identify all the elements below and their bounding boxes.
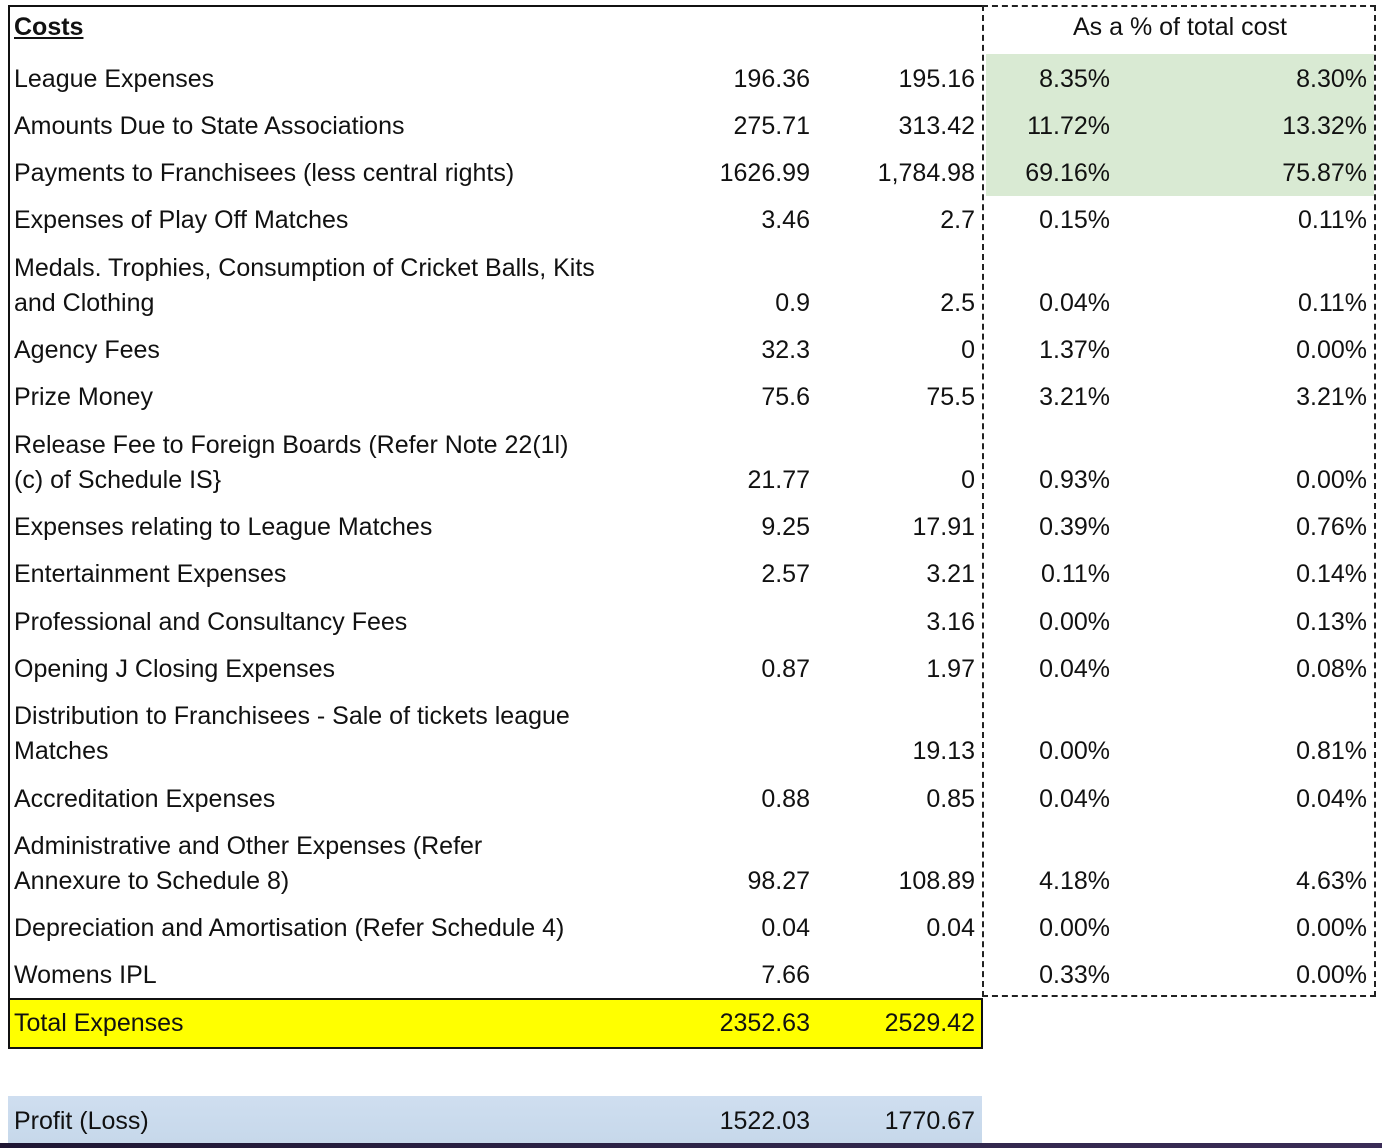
- total-value-2: 2529.42: [884, 1008, 975, 1037]
- row-percent-2: 75.87%: [1282, 158, 1367, 187]
- row-value-1: 9.25: [761, 512, 810, 541]
- total-label: Total Expenses: [14, 1008, 184, 1037]
- table-row[interactable]: [0, 54, 1382, 102]
- row-percent-2: 0.14%: [1296, 559, 1367, 588]
- row-percent-2: 0.11%: [1297, 288, 1367, 317]
- row-percent-2: 0.04%: [1296, 784, 1367, 813]
- profit-value-2: 1770.67: [884, 1106, 975, 1135]
- table-row[interactable]: [0, 951, 1382, 998]
- row-value-1: 0.04: [761, 913, 810, 942]
- row-value-2: 75.5: [926, 382, 975, 411]
- row-value-2: 2.7: [940, 205, 975, 234]
- row-value-1: 0.9: [775, 288, 810, 317]
- row-label: Depreciation and Amortisation (Refer Schedule 4): [14, 913, 565, 942]
- row-percent-2: 0.11%: [1297, 205, 1367, 234]
- row-value-2: 1.97: [926, 654, 975, 683]
- row-value-1: 1626.99: [719, 158, 810, 187]
- row-value-1: 2.57: [761, 559, 810, 588]
- row-value-1: 0.87: [761, 654, 810, 683]
- row-percent-1: 0.33%: [1039, 960, 1110, 989]
- row-percent-1: 0.04%: [1039, 288, 1110, 317]
- row-value-1: [650, 692, 810, 774]
- row-value-1: 3.46: [761, 205, 810, 234]
- row-value-2: 1,784.98: [877, 158, 975, 187]
- row-percent-2: 0.81%: [1296, 736, 1367, 765]
- row-percent-2: 0.08%: [1296, 654, 1367, 683]
- profit-value-1: 1522.03: [719, 1106, 810, 1135]
- row-value-2: 2.5: [940, 288, 975, 317]
- row-value-2: 108.89: [898, 866, 975, 895]
- row-value-1: 98.27: [747, 866, 810, 895]
- row-label: Medals. Trophies, Consumption of Cricket Balls, Kits and Clothing: [14, 254, 595, 317]
- row-value-2: 19.13: [912, 736, 975, 765]
- row-label: Amounts Due to State Associations: [14, 111, 405, 140]
- row-percent-1: 4.18%: [1039, 866, 1110, 895]
- row-value-2: 17.91: [912, 512, 975, 541]
- row-percent-1: 0.11%: [1040, 559, 1110, 588]
- row-percent-2: 0.00%: [1296, 913, 1367, 942]
- table-row[interactable]: [0, 420, 1382, 503]
- table-row[interactable]: [0, 550, 1382, 597]
- row-label: Administrative and Other Expenses (Refer Annexure to Schedule 8): [14, 832, 483, 895]
- percent-header: As a % of total cost: [1073, 13, 1287, 41]
- row-label: Accreditation Expenses: [14, 784, 276, 813]
- row-value-1: 75.6: [761, 382, 810, 411]
- row-percent-2: 4.63%: [1296, 866, 1367, 895]
- table-row[interactable]: [0, 503, 1382, 550]
- row-percent-1: 0.04%: [1039, 654, 1110, 683]
- window-bottom-edge: [0, 1143, 1382, 1148]
- profit-loss-row[interactable]: [0, 1096, 1382, 1144]
- table-row[interactable]: [0, 326, 1382, 373]
- table-row[interactable]: [0, 645, 1382, 692]
- total-expenses-row[interactable]: [0, 998, 1382, 1049]
- row-percent-1: 0.00%: [1039, 913, 1110, 942]
- row-percent-2: 0.00%: [1296, 465, 1367, 494]
- profit-label: Profit (Loss): [14, 1106, 149, 1135]
- row-percent-2: 3.21%: [1296, 382, 1367, 411]
- row-label: Agency Fees: [14, 335, 160, 364]
- row-value-2: 195.16: [898, 64, 975, 93]
- row-value-2: 0.85: [926, 784, 975, 813]
- row-value-2: 3.16: [926, 607, 975, 636]
- row-value-1: 196.36: [733, 64, 810, 93]
- table-row[interactable]: [0, 102, 1382, 149]
- row-percent-2: 0.00%: [1296, 335, 1367, 364]
- row-value-2: 313.42: [898, 111, 975, 140]
- row-percent-1: 3.21%: [1039, 382, 1110, 411]
- row-label: Womens IPL: [14, 960, 157, 989]
- row-percent-2: 13.32%: [1282, 111, 1367, 140]
- row-percent-1: 8.35%: [1039, 64, 1110, 93]
- table-row[interactable]: [0, 373, 1382, 420]
- row-value-1: [650, 597, 810, 645]
- table-top-border: [8, 5, 986, 7]
- row-value-1: 0.88: [761, 784, 810, 813]
- row-percent-1: 69.16%: [1025, 158, 1110, 187]
- row-value-2: 0: [961, 465, 975, 494]
- row-label: Prize Money: [14, 382, 153, 411]
- row-percent-1: 0.00%: [1039, 736, 1110, 765]
- table-row[interactable]: [0, 822, 1382, 904]
- row-value-2: 0.04: [926, 913, 975, 942]
- costs-heading: Costs: [14, 12, 84, 41]
- row-value-1: 32.3: [761, 335, 810, 364]
- table-row[interactable]: [0, 774, 1382, 822]
- row-percent-1: 11.72%: [1027, 111, 1110, 140]
- row-label: League Expenses: [14, 64, 215, 93]
- row-label: Expenses relating to League Matches: [14, 512, 433, 541]
- row-value-1: 275.71: [733, 111, 810, 140]
- total-value-1: 2352.63: [719, 1008, 810, 1037]
- table-row[interactable]: [0, 597, 1382, 645]
- table-row[interactable]: [0, 904, 1382, 951]
- row-label: Payments to Franchisees (less central rights): [14, 158, 515, 187]
- row-value-2: 3.21: [926, 559, 975, 588]
- row-percent-1: 0.39%: [1039, 512, 1110, 541]
- table-row[interactable]: [0, 243, 1382, 326]
- row-percent-1: 0.00%: [1039, 607, 1110, 636]
- row-value-2: 0: [961, 335, 975, 364]
- row-label: Expenses of Play Off Matches: [14, 205, 349, 234]
- table-row[interactable]: [0, 149, 1382, 196]
- row-percent-1: 0.04%: [1039, 784, 1110, 813]
- row-label: Release Fee to Foreign Boards (Refer Note 22(1l)(c) of Schedule IS}: [14, 431, 569, 494]
- row-value-2: [812, 951, 975, 998]
- row-percent-1: 1.37%: [1039, 335, 1110, 364]
- row-percent-2: 8.30%: [1296, 64, 1367, 93]
- row-percent-2: 0.00%: [1296, 960, 1367, 989]
- row-value-1: 7.66: [761, 960, 810, 989]
- table-row[interactable]: [0, 692, 1382, 774]
- row-percent-1: 0.93%: [1039, 465, 1110, 494]
- row-value-1: 21.77: [747, 465, 810, 494]
- row-percent-1: 0.15%: [1039, 205, 1110, 234]
- row-label: Entertainment Expenses: [14, 559, 287, 588]
- row-percent-2: 0.13%: [1296, 607, 1367, 636]
- table-row[interactable]: [0, 196, 1382, 243]
- row-percent-2: 0.76%: [1296, 512, 1367, 541]
- row-label: Opening J Closing Expenses: [14, 654, 336, 683]
- row-label: Distribution to Franchisees - Sale of tickets league Matches: [14, 702, 570, 765]
- row-label: Professional and Consultancy Fees: [14, 607, 408, 636]
